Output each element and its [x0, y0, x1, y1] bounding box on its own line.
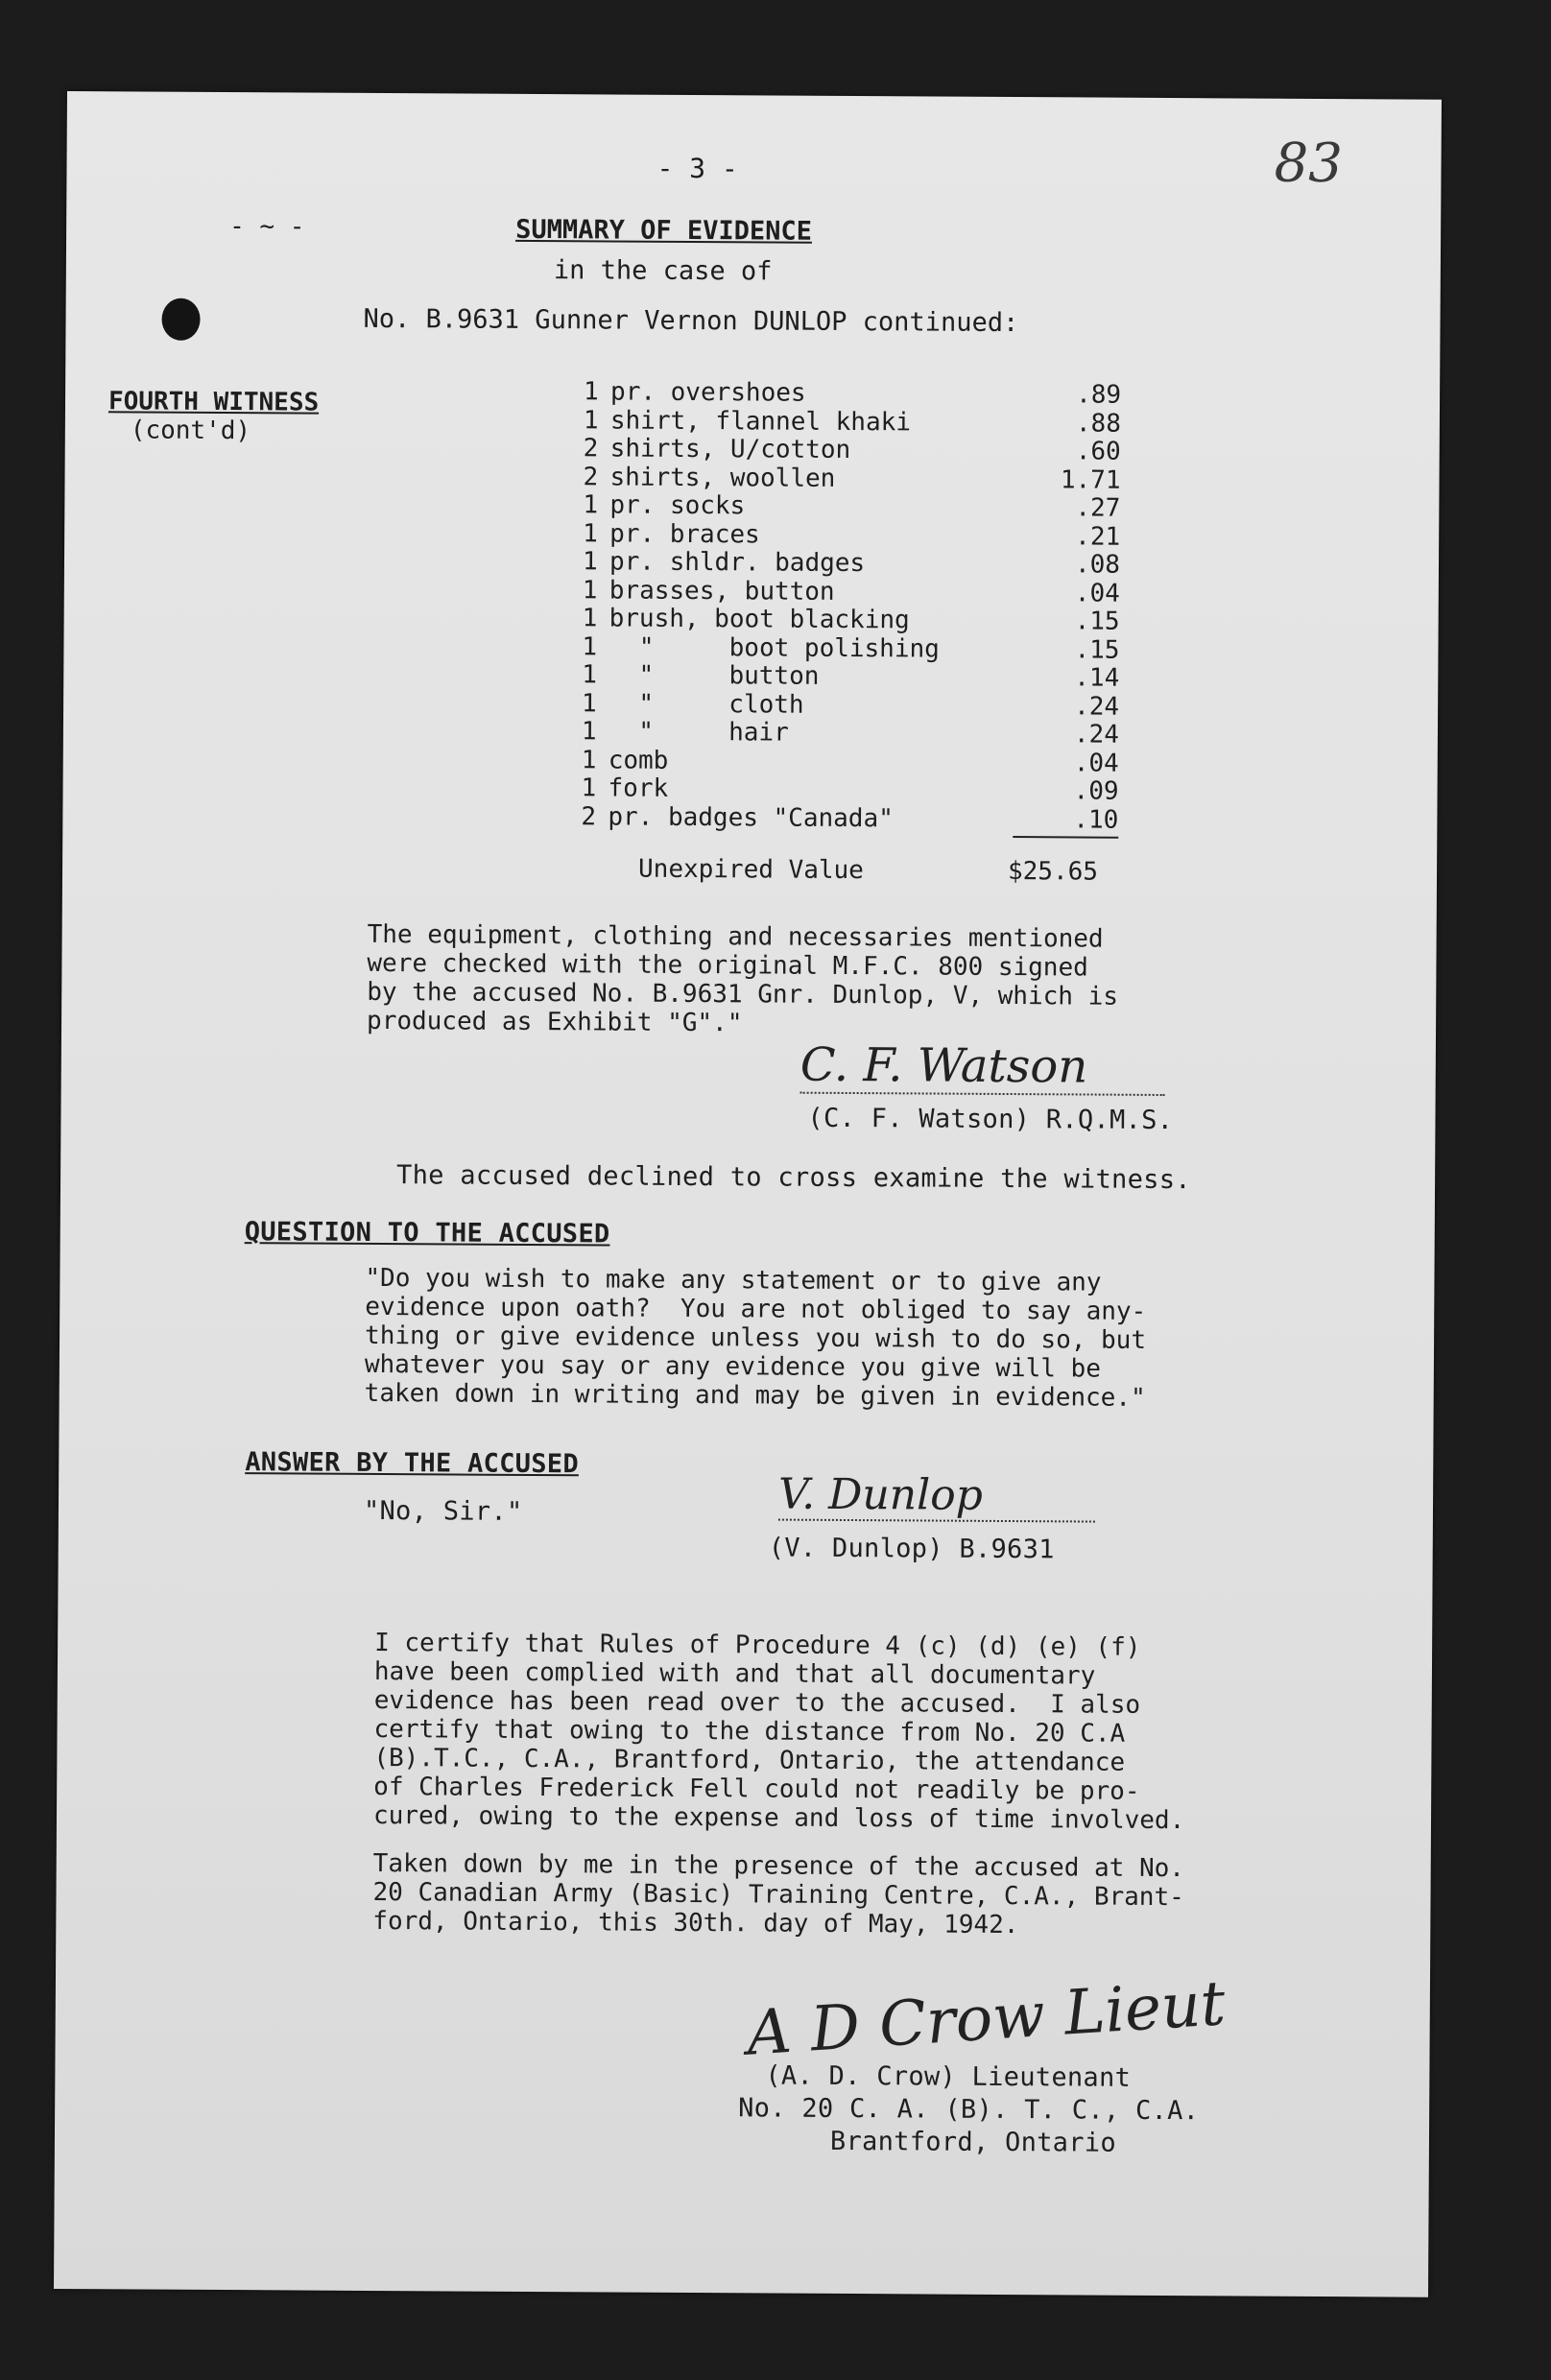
- item-row: [583, 548, 1120, 580]
- document-title: SUMMARY OF EVIDENCE: [515, 214, 813, 247]
- item-row: [582, 718, 1119, 750]
- document-page: [54, 91, 1442, 2297]
- page-number: - 3 -: [656, 152, 738, 185]
- document-subtitle: in the case of: [553, 255, 773, 287]
- items-list: [581, 378, 1121, 834]
- item-row: [583, 464, 1120, 495]
- item-price: .09: [1073, 776, 1119, 806]
- item-price: .60: [1075, 437, 1121, 466]
- witness-signature: C. F. Watson: [800, 1038, 1165, 1096]
- item-price: .24: [1073, 720, 1120, 750]
- total-value: $25.65: [1007, 857, 1099, 887]
- item-qty: 1: [581, 774, 597, 803]
- item-qty: 1: [582, 688, 597, 718]
- equipment-statement: The equipment, clothing and necessaries mentioned were checked with the original M.F.C. 800 signed by the accused No. B.9631 Gnr. Dunlop, V, which is produced as Exhibit "G".": [366, 919, 1119, 1038]
- officer-location: Brantford, Ontario: [829, 2126, 1117, 2158]
- item-row: [583, 605, 1120, 636]
- declined-line: The accused declined to cross examine the witness.: [396, 1160, 1191, 1196]
- item-qty: 1: [581, 717, 597, 747]
- item-qty: 1: [583, 518, 598, 548]
- item-qty: 1: [583, 490, 599, 520]
- total-label: Unexpired Value: [637, 854, 864, 886]
- case-line: No. B.9631 Gunner Vernon DUNLOP continued:: [363, 303, 1019, 339]
- punch-hole: [161, 298, 200, 341]
- item-desc: " hair: [608, 717, 789, 748]
- item-row: [584, 435, 1121, 466]
- item-row: [582, 633, 1119, 665]
- item-desc: " button: [608, 660, 820, 691]
- item-price: .27: [1075, 493, 1121, 523]
- item-row: [584, 407, 1121, 439]
- item-desc: fork: [608, 774, 669, 803]
- item-qty: 1: [582, 575, 598, 605]
- item-price: 1.71: [1060, 464, 1121, 495]
- item-row: [582, 661, 1119, 693]
- officer-unit: No. 20 C. A. (B). T. C., C.A.: [738, 2093, 1200, 2127]
- item-desc: pr. socks: [609, 490, 746, 521]
- item-price: .24: [1074, 691, 1120, 722]
- item-price: .15: [1074, 607, 1120, 636]
- item-desc: pr. braces: [609, 518, 760, 549]
- item-desc: brush, boot blacking: [608, 604, 910, 635]
- item-row: [583, 520, 1120, 552]
- item-row: [583, 577, 1120, 608]
- item-price: .21: [1075, 521, 1121, 552]
- witness-subheading: (cont'd): [130, 416, 251, 446]
- officer-signature: A D Crow Lieut: [744, 1968, 1228, 2070]
- item-desc: pr. overshoes: [610, 377, 806, 408]
- witness-signature-caption: (C. F. Watson) R.Q.M.S.: [807, 1103, 1174, 1136]
- item-desc: brasses, button: [608, 575, 835, 607]
- item-price: .89: [1076, 380, 1122, 410]
- item-qty: 1: [582, 547, 598, 577]
- accused-signature-caption: (V. Dunlop) B.9631: [768, 1533, 1055, 1565]
- question-heading: QUESTION TO THE ACCUSED: [244, 1217, 610, 1250]
- item-desc: " boot polishing: [608, 631, 940, 664]
- item-qty: 2: [581, 801, 597, 831]
- item-row: [582, 747, 1119, 778]
- item-row: [581, 774, 1118, 806]
- accused-signature: V. Dunlop: [778, 1470, 1095, 1523]
- item-desc: shirts, woollen: [609, 462, 836, 493]
- item-price: .04: [1074, 578, 1120, 608]
- item-qty: 1: [581, 745, 597, 774]
- certification-text: I certify that Rules of Procedure 4 (c) (d) (e) (f) have been complied with and that all documentary evidence has been read over to the accused. I also certify that owing to the distance from No. 20 C.A (B).T.C., C.A., Brantford, Ontario, the attendance of Charles Frederick Fell could not readily be pro- cured, owing to the expense and loss of time involved.: [372, 1628, 1185, 1836]
- folio-number: 83: [1274, 131, 1344, 196]
- item-row: [583, 491, 1120, 523]
- taken-down-text: Taken down by me in the presence of the accused at No. 20 Canadian Army (Basic) Training Centre, C.A., Brant- ford, Ontario, this 30th. day of May, 1942.: [372, 1848, 1185, 1940]
- witness-heading: FOURTH WITNESS: [107, 387, 320, 417]
- item-qty: 2: [583, 434, 599, 464]
- stray-mark: - ~ -: [229, 212, 305, 242]
- item-qty: 2: [583, 462, 599, 491]
- answer-heading: ANSWER BY THE ACCUSED: [245, 1447, 580, 1480]
- item-desc: pr. badges "Canada": [608, 801, 894, 833]
- item-price: .15: [1074, 634, 1120, 665]
- answer-text: "No, Sir.": [363, 1495, 523, 1527]
- item-qty: 1: [584, 377, 599, 407]
- item-qty: 1: [582, 660, 598, 690]
- item-row: [582, 690, 1119, 722]
- item-desc: shirts, U/cotton: [609, 434, 851, 464]
- item-qty: 1: [582, 631, 598, 661]
- item-row: [581, 803, 1118, 835]
- item-price: .14: [1074, 663, 1120, 693]
- officer-name: (A. D. Crow) Lieutenant: [765, 2060, 1132, 2093]
- item-price: .88: [1075, 408, 1121, 439]
- item-qty: 1: [583, 405, 599, 435]
- item-desc: comb: [608, 745, 669, 775]
- question-text: "Do you wish to make any statement or to give any evidence upon oath? You are not obliged to say any- thing or give evidence unless you wish to do so, but whatever you say or any evidence you give will be taken down in writing and may be given in evidence.": [364, 1263, 1147, 1413]
- item-desc: shirt, flannel khaki: [609, 405, 912, 437]
- item-row: [584, 378, 1121, 410]
- item-qty: 1: [582, 604, 598, 633]
- item-desc: pr. shldr. badges: [608, 547, 866, 579]
- item-price: .04: [1073, 748, 1119, 778]
- item-desc: " cloth: [608, 688, 804, 720]
- item-price: .08: [1074, 550, 1121, 580]
- total-rule: [1013, 836, 1118, 839]
- item-price: .10: [1073, 804, 1119, 835]
